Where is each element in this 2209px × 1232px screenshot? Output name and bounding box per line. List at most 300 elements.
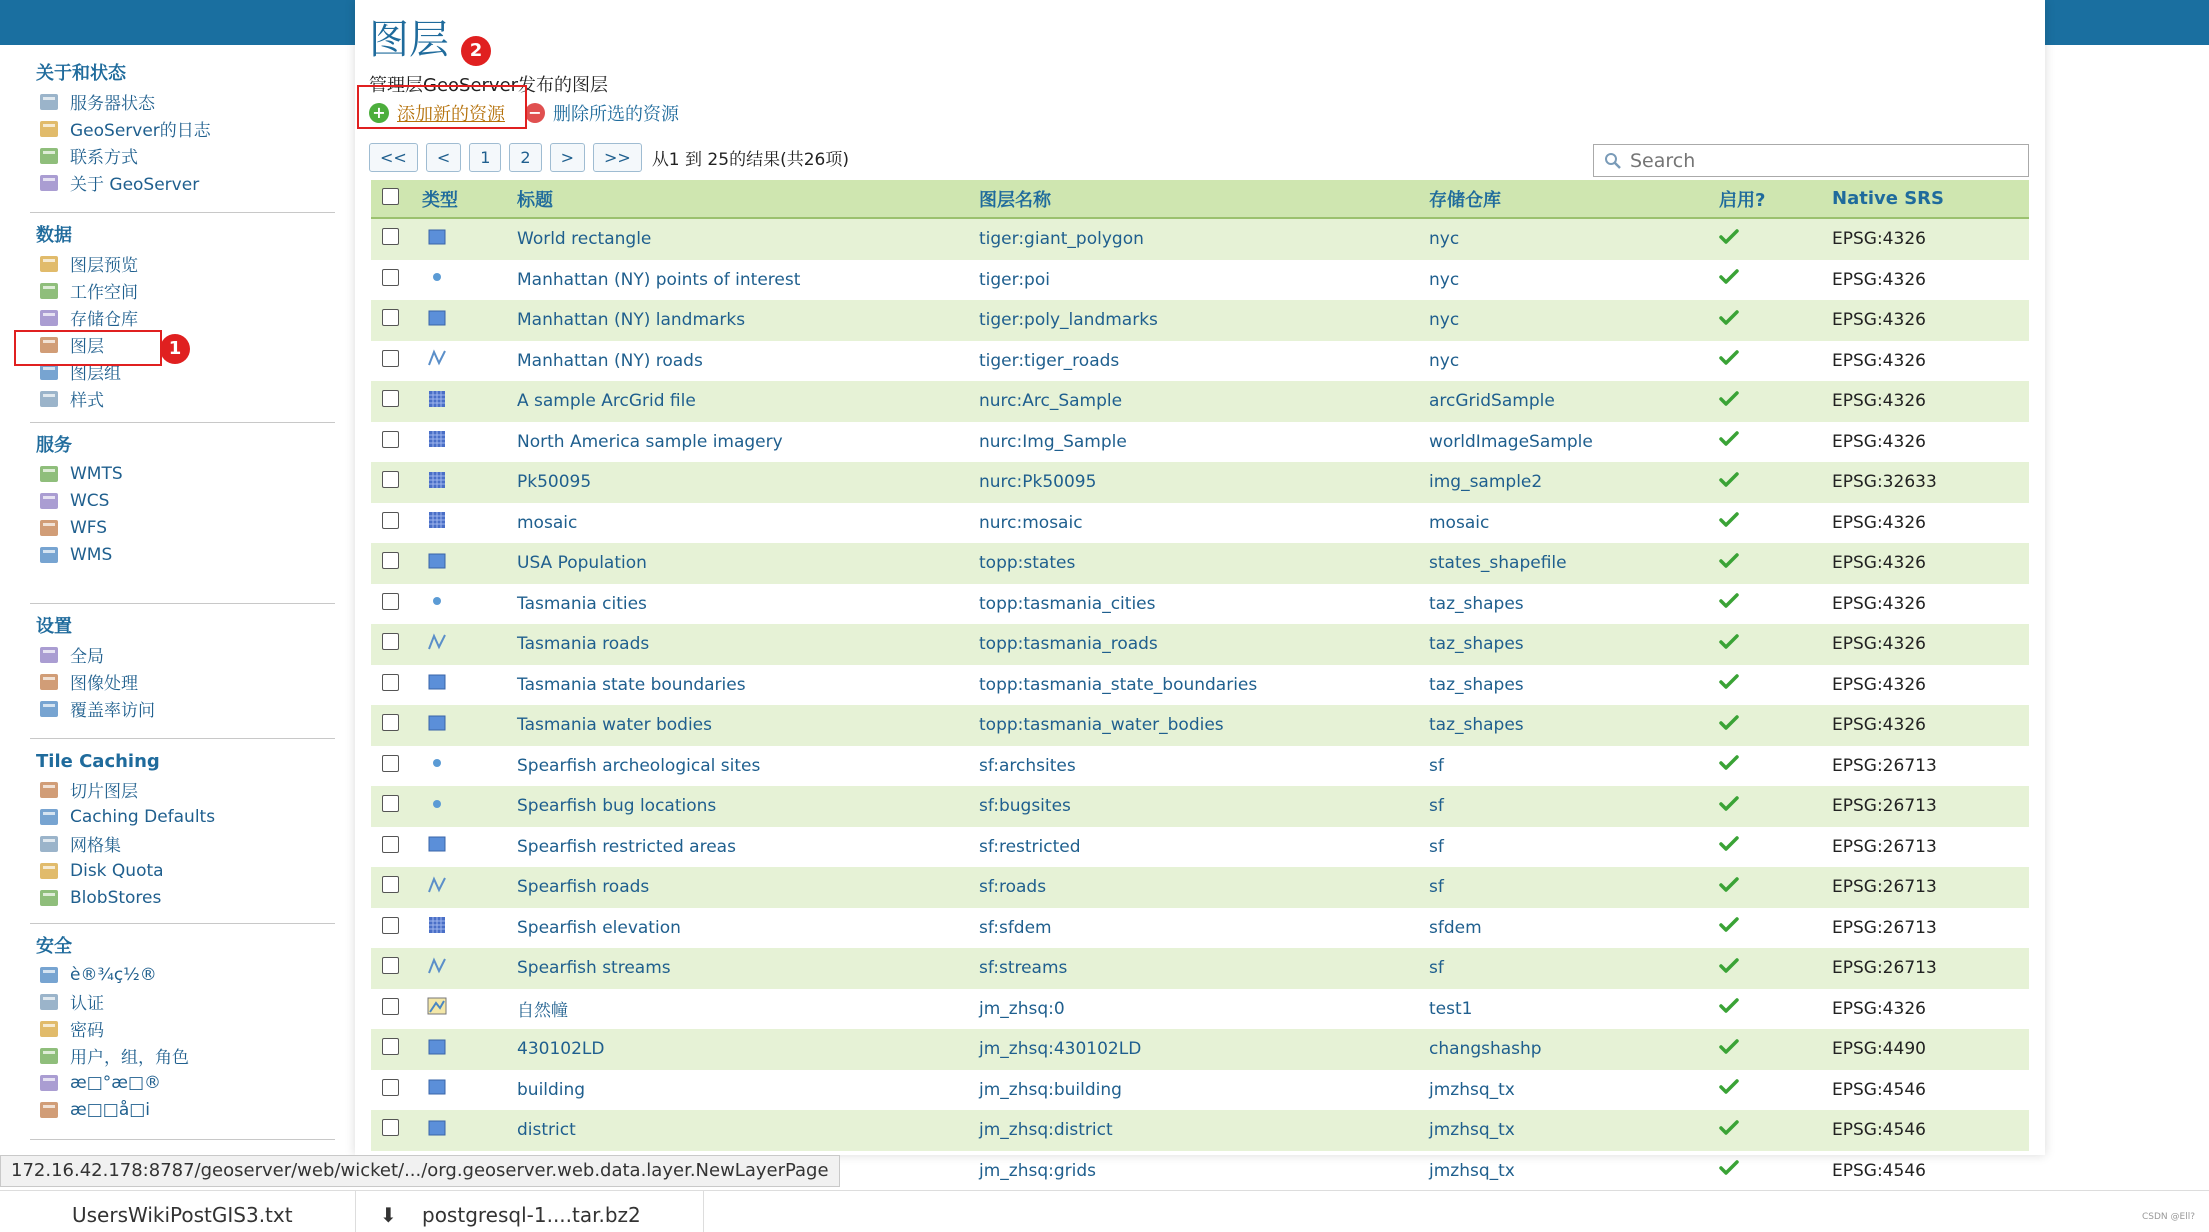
check-icon <box>1719 593 1739 609</box>
sidebar-item[interactable] <box>30 541 335 568</box>
security-settings-icon <box>38 965 60 985</box>
table-row <box>371 300 2029 341</box>
check-icon <box>1719 836 1739 852</box>
sidebar-item-label: 网格集 <box>70 836 121 856</box>
sidebar-separator <box>30 212 335 213</box>
sidebar-item-label: 联系方式 <box>70 148 138 168</box>
row-checkbox[interactable] <box>382 876 399 893</box>
row-store-link[interactable]: mosaic <box>1429 512 1490 533</box>
check-icon <box>1719 917 1739 933</box>
check-icon <box>1719 1039 1739 1055</box>
row-select-cell <box>371 471 422 493</box>
row-layer-name-link[interactable]: jm_zhsq:building <box>979 1079 1122 1100</box>
next-page-button[interactable]: > <box>550 143 585 172</box>
row-srs: EPSG:4326 <box>1832 431 1926 452</box>
sidebar-item[interactable] <box>30 169 335 196</box>
row-enabled-cell <box>1709 1120 1832 1141</box>
row-checkbox[interactable] <box>382 917 399 934</box>
row-srs: EPSG:4326 <box>1832 634 1926 655</box>
sidebar-item[interactable] <box>30 277 335 304</box>
row-checkbox[interactable] <box>382 1038 399 1055</box>
sidebar-section <box>30 933 335 1123</box>
row-store-link[interactable]: nyc <box>1429 310 1460 331</box>
row-checkbox[interactable] <box>382 795 399 812</box>
row-layer-name-link[interactable]: jm_zhsq:0 <box>979 998 1065 1019</box>
polygon-type-icon <box>427 835 447 853</box>
row-srs: EPSG:26713 <box>1832 917 1937 938</box>
row-title-link[interactable]: USA Population <box>517 553 647 574</box>
row-title-link[interactable]: Pk50095 <box>517 472 592 493</box>
row-layer-name-link[interactable]: topp:tasmania_roads <box>979 634 1158 655</box>
workspace-icon <box>38 281 60 301</box>
sidebar-item-label: 密码 <box>70 1021 104 1041</box>
table-row <box>371 381 2029 422</box>
row-type-cell <box>422 876 517 899</box>
row-srs: EPSG:4546 <box>1832 1079 1926 1100</box>
sidebar-item-label: 服务器状态 <box>70 94 155 114</box>
row-enabled-cell <box>1709 796 1832 817</box>
sidebar-item[interactable] <box>30 250 335 277</box>
row-select-cell <box>371 714 422 736</box>
check-icon <box>1719 229 1739 245</box>
sidebar-item[interactable] <box>30 857 335 884</box>
polygon-type-icon <box>427 228 447 246</box>
row-checkbox[interactable] <box>382 552 399 569</box>
layers-table <box>371 180 2029 1191</box>
row-store-link[interactable]: sf <box>1429 877 1444 898</box>
wcs-icon <box>38 491 60 511</box>
row-srs: EPSG:26713 <box>1832 958 1937 979</box>
remove-resource-label[interactable]: 删除所选的资源 <box>553 104 679 125</box>
row-store-link[interactable]: sfdem <box>1429 917 1482 938</box>
page-2-button[interactable]: 2 <box>509 143 541 172</box>
disk-quota-icon <box>38 861 60 881</box>
row-enabled-cell <box>1709 229 1832 250</box>
header-name[interactable]: 图层名称 <box>979 189 1051 211</box>
polygon-type-icon <box>427 1078 447 1096</box>
row-title-link[interactable]: mosaic <box>517 512 578 533</box>
row-select-cell <box>371 957 422 979</box>
sidebar-item[interactable] <box>30 988 335 1015</box>
row-type-cell <box>422 1119 517 1142</box>
row-enabled-cell <box>1709 310 1832 331</box>
row-title-link[interactable]: 430102LD <box>517 1039 605 1060</box>
row-type-cell <box>422 228 517 251</box>
table-row <box>371 867 2029 908</box>
row-checkbox[interactable] <box>382 998 399 1015</box>
row-layer-name-link[interactable]: sf:sfdem <box>979 917 1052 938</box>
row-store-link[interactable]: taz_shapes <box>1429 634 1524 655</box>
sidebar-item-label: 用户，组，角色 <box>70 1048 189 1068</box>
row-title-link[interactable]: A sample ArcGrid file <box>517 391 696 412</box>
downloads-divider <box>703 1191 704 1232</box>
row-type-cell <box>422 997 517 1020</box>
page-title: 图层 <box>369 17 449 63</box>
prev-page-button[interactable]: < <box>426 143 461 172</box>
downloads-divider <box>355 1191 356 1232</box>
row-layer-name-link[interactable]: nurc:mosaic <box>979 512 1083 533</box>
row-layer-name-link[interactable]: topp:tasmania_cities <box>979 593 1156 614</box>
row-enabled-cell <box>1709 593 1832 614</box>
line-type-icon <box>427 957 447 975</box>
image-type-icon <box>427 997 447 1015</box>
row-select-cell <box>371 593 422 615</box>
downloads-bar <box>0 1190 2209 1232</box>
row-title-link[interactable]: Manhattan (NY) landmarks <box>517 310 746 331</box>
row-srs: EPSG:4326 <box>1832 593 1926 614</box>
row-srs: EPSG:4546 <box>1832 1160 1926 1181</box>
table-row <box>371 503 2029 544</box>
row-store-link[interactable]: taz_shapes <box>1429 593 1524 614</box>
sidebar-item[interactable] <box>30 668 335 695</box>
sidebar-item-label: 工作空间 <box>70 283 138 303</box>
row-store-link[interactable]: sf <box>1429 755 1444 776</box>
search-box[interactable] <box>1593 144 2029 177</box>
row-select-cell <box>371 1079 422 1101</box>
row-title-link[interactable]: Tasmania water bodies <box>517 715 713 736</box>
sidebar-item[interactable] <box>30 514 335 541</box>
row-title-link[interactable]: World rectangle <box>517 229 652 250</box>
remove-icon: − <box>525 103 545 123</box>
row-checkbox[interactable] <box>382 1079 399 1096</box>
row-checkbox[interactable] <box>382 431 399 448</box>
header-store[interactable]: 存储仓库 <box>1429 189 1501 211</box>
table-row <box>371 827 2029 868</box>
page-1-button[interactable]: 1 <box>469 143 501 172</box>
row-checkbox[interactable] <box>382 390 399 407</box>
row-layer-name-link[interactable]: sf:restricted <box>979 836 1081 857</box>
check-icon <box>1719 553 1739 569</box>
blobstores-icon <box>38 888 60 908</box>
sidebar-section <box>30 222 335 412</box>
sidebar-item-label: Caching Defaults <box>70 806 216 827</box>
header-title[interactable]: 标题 <box>517 189 553 211</box>
row-layer-name-link[interactable]: tiger:poi <box>979 269 1050 290</box>
sidebar-item[interactable] <box>30 695 335 722</box>
row-title-link[interactable]: Spearfish elevation <box>517 917 681 938</box>
row-title-link[interactable]: North America sample imagery <box>517 431 783 452</box>
row-title-link[interactable]: Manhattan (NY) roads <box>517 350 703 371</box>
sidebar-separator <box>30 738 335 739</box>
log-icon <box>38 119 60 139</box>
row-store-link[interactable]: nyc <box>1429 269 1460 290</box>
gridset-icon <box>38 834 60 854</box>
table-row <box>371 665 2029 706</box>
row-checkbox[interactable] <box>382 836 399 853</box>
row-srs: EPSG:4326 <box>1832 674 1926 695</box>
sidebar-item[interactable] <box>30 830 335 857</box>
table-row <box>371 543 2029 584</box>
row-title-link[interactable]: Spearfish roads <box>517 877 650 898</box>
row-store-link[interactable]: sf <box>1429 836 1444 857</box>
row-store-link[interactable]: states_shapefile <box>1429 553 1567 574</box>
polygon-type-icon <box>427 714 447 732</box>
row-store-link[interactable]: jmzhsq_tx <box>1429 1079 1515 1100</box>
check-icon <box>1719 998 1739 1014</box>
row-title-link[interactable]: Manhattan (NY) points of interest <box>517 269 801 290</box>
global-icon <box>38 645 60 665</box>
last-page-button[interactable]: >> <box>593 143 642 172</box>
table-row <box>371 1110 2029 1151</box>
sidebar-section <box>30 613 335 722</box>
row-select-cell <box>371 350 422 372</box>
table-row <box>371 462 2029 503</box>
polygon-type-icon <box>427 1119 447 1137</box>
row-layer-name-link[interactable]: tiger:poly_landmarks <box>979 310 1158 331</box>
search-icon <box>1604 152 1622 170</box>
row-srs: EPSG:32633 <box>1832 472 1937 493</box>
pagination <box>369 143 849 172</box>
sidebar-section <box>30 748 335 911</box>
row-enabled-cell <box>1709 1079 1832 1100</box>
row-enabled-cell <box>1709 391 1832 412</box>
row-checkbox[interactable] <box>382 269 399 286</box>
header-srs[interactable]: Native SRS <box>1832 188 1944 209</box>
header-enabled[interactable]: 启用? <box>1719 189 1766 211</box>
row-store-link[interactable]: jmzhsq_tx <box>1429 1160 1515 1181</box>
sidebar-item[interactable] <box>30 487 335 514</box>
sidebar-item[interactable] <box>30 1096 335 1123</box>
row-layer-name-link[interactable]: sf:archsites <box>979 755 1076 776</box>
row-title-link[interactable]: Tasmania state boundaries <box>517 674 746 695</box>
add-icon: + <box>369 103 389 123</box>
sidebar-item[interactable] <box>30 776 335 803</box>
row-checkbox[interactable] <box>382 1119 399 1136</box>
row-store-link[interactable]: worldImageSample <box>1429 431 1593 452</box>
sidebar-item[interactable] <box>30 88 335 115</box>
row-checkbox[interactable] <box>382 309 399 326</box>
sidebar-item[interactable] <box>30 884 335 911</box>
table-row <box>371 746 2029 787</box>
coverage-access-icon <box>38 699 60 719</box>
row-title-link[interactable]: Tasmania cities <box>517 593 647 614</box>
table-header <box>371 180 2029 219</box>
row-checkbox[interactable] <box>382 471 399 488</box>
service-security-icon <box>38 1100 60 1120</box>
check-icon <box>1719 1160 1739 1176</box>
server-status-icon <box>38 92 60 112</box>
sidebar-item[interactable] <box>30 142 335 169</box>
row-layer-name-link[interactable]: tiger:giant_polygon <box>979 229 1144 250</box>
store-icon <box>38 308 60 328</box>
sidebar-item[interactable] <box>30 803 335 830</box>
row-store-link[interactable]: nyc <box>1429 350 1460 371</box>
header-type[interactable]: 类型 <box>422 189 458 211</box>
row-enabled-cell <box>1709 1039 1832 1060</box>
annotation-badge-1: 1 <box>160 334 190 364</box>
check-icon <box>1719 715 1739 731</box>
row-checkbox[interactable] <box>382 755 399 772</box>
table-body <box>371 219 2029 1191</box>
row-title-link[interactable]: 自然幢 <box>517 1001 568 1022</box>
row-enabled-cell <box>1709 553 1832 574</box>
row-enabled-cell <box>1709 917 1832 938</box>
row-layer-name-link[interactable]: sf:streams <box>979 958 1068 979</box>
row-layer-name-link[interactable]: jm_zhsq:grids <box>979 1160 1097 1181</box>
check-icon <box>1719 472 1739 488</box>
row-type-cell <box>422 714 517 737</box>
row-checkbox[interactable] <box>382 228 399 245</box>
row-title-link[interactable]: Spearfish archeological sites <box>517 755 761 776</box>
row-layer-name-link[interactable]: jm_zhsq:district <box>979 1120 1113 1141</box>
download-item-1[interactable]: UsersWikiPostGIS3.txt <box>72 1203 293 1227</box>
row-store-link[interactable]: nyc <box>1429 229 1460 250</box>
pagination-info: 从1 到 25的结果(共26项) <box>651 150 849 170</box>
sidebar-item-label: 关于 GeoServer <box>70 175 200 195</box>
row-srs: EPSG:4326 <box>1832 715 1926 736</box>
row-select-cell <box>371 1119 422 1141</box>
search-input[interactable] <box>1630 150 2010 172</box>
row-store-link[interactable]: jmzhsq_tx <box>1429 1120 1515 1141</box>
row-select-cell <box>371 552 422 574</box>
row-layer-name-link[interactable]: sf:bugsites <box>979 796 1071 817</box>
row-store-link[interactable]: taz_shapes <box>1429 674 1524 695</box>
row-layer-name-link[interactable]: topp:tasmania_state_boundaries <box>979 674 1258 695</box>
row-enabled-cell <box>1709 1160 1832 1181</box>
check-icon <box>1719 958 1739 974</box>
row-checkbox[interactable] <box>382 512 399 529</box>
row-enabled-cell <box>1709 634 1832 655</box>
sidebar-item[interactable] <box>30 1042 335 1069</box>
remove-resource-button[interactable] <box>525 100 679 126</box>
point-type-icon <box>427 268 447 286</box>
row-srs: EPSG:4326 <box>1832 350 1926 371</box>
row-select-cell <box>371 633 422 655</box>
sidebar-item-label: Disk Quota <box>70 860 164 881</box>
row-checkbox[interactable] <box>382 957 399 974</box>
contact-icon <box>38 146 60 166</box>
sidebar-item-label: 认证 <box>70 994 104 1014</box>
sidebar-separator <box>30 603 335 604</box>
row-type-cell <box>422 916 517 939</box>
annotation-box-add <box>357 85 527 129</box>
row-layer-name-link[interactable]: nurc:Img_Sample <box>979 431 1127 452</box>
select-all-cell <box>371 188 422 209</box>
sidebar-item[interactable] <box>30 1069 335 1096</box>
row-store-link[interactable]: arcGridSample <box>1429 391 1555 412</box>
table-row <box>371 786 2029 827</box>
annotation-box-layers <box>14 330 162 366</box>
raster-type-icon <box>427 430 447 448</box>
row-type-cell <box>422 471 517 494</box>
row-store-link[interactable]: sf <box>1429 958 1444 979</box>
check-icon <box>1719 269 1739 285</box>
row-type-cell <box>422 268 517 291</box>
row-enabled-cell <box>1709 269 1832 290</box>
row-select-cell <box>371 755 422 777</box>
row-select-cell <box>371 309 422 331</box>
row-layer-name-link[interactable]: tiger:tiger_roads <box>979 350 1120 371</box>
point-type-icon <box>427 754 447 772</box>
sidebar-item[interactable] <box>30 115 335 142</box>
row-type-cell <box>422 592 517 615</box>
row-checkbox[interactable] <box>382 593 399 610</box>
add-resource-label[interactable]: 添加新的资源 <box>397 104 505 125</box>
sidebar-separator <box>30 1139 335 1140</box>
row-select-cell <box>371 795 422 817</box>
row-layer-name-link[interactable]: jm_zhsq:430102LD <box>979 1039 1142 1060</box>
users-icon <box>38 1046 60 1066</box>
row-srs: EPSG:4326 <box>1832 269 1926 290</box>
check-icon <box>1719 755 1739 771</box>
row-layer-name-link[interactable]: topp:states <box>979 553 1076 574</box>
page-description: 管理层GeoServer发布的图层 <box>369 75 609 96</box>
wms-icon <box>38 545 60 565</box>
row-type-cell <box>422 1078 517 1101</box>
row-title-link[interactable]: building <box>517 1079 586 1100</box>
sidebar-item[interactable] <box>30 460 335 487</box>
sidebar-item[interactable] <box>30 385 335 412</box>
row-select-cell <box>371 917 422 939</box>
row-checkbox[interactable] <box>382 633 399 650</box>
row-title-link[interactable]: Spearfish bug locations <box>517 796 717 817</box>
sidebar-item-label: 图像处理 <box>70 674 138 694</box>
row-srs: EPSG:26713 <box>1832 836 1937 857</box>
row-store-link[interactable]: test1 <box>1429 998 1473 1019</box>
annotation-badge-2: 2 <box>461 36 491 66</box>
sidebar-section-title: 数据 <box>36 225 72 246</box>
row-store-link[interactable]: sf <box>1429 796 1444 817</box>
row-layer-name-link[interactable]: nurc:Arc_Sample <box>979 391 1123 412</box>
table-row <box>371 341 2029 382</box>
sidebar-item[interactable] <box>30 304 335 331</box>
data-security-icon <box>38 1073 60 1093</box>
auth-icon <box>38 992 60 1012</box>
check-icon <box>1719 310 1739 326</box>
raster-type-icon <box>427 511 447 529</box>
image-processing-icon <box>38 672 60 692</box>
sidebar-item[interactable] <box>30 961 335 988</box>
row-title-link[interactable]: Spearfish restricted areas <box>517 836 736 857</box>
row-store-link[interactable]: taz_shapes <box>1429 715 1524 736</box>
first-page-button[interactable]: << <box>369 143 418 172</box>
row-store-link[interactable]: img_sample2 <box>1429 472 1543 493</box>
row-checkbox[interactable] <box>382 714 399 731</box>
row-title-link[interactable]: Tasmania roads <box>517 634 650 655</box>
row-srs: EPSG:4326 <box>1832 229 1926 250</box>
row-store-link[interactable]: changshashp <box>1429 1039 1542 1060</box>
row-enabled-cell <box>1709 431 1832 452</box>
select-all-checkbox[interactable] <box>382 188 399 205</box>
check-icon <box>1719 877 1739 893</box>
row-checkbox[interactable] <box>382 350 399 367</box>
row-select-cell <box>371 1038 422 1060</box>
row-type-cell <box>422 1038 517 1061</box>
row-type-cell <box>422 309 517 332</box>
row-srs: EPSG:26713 <box>1832 755 1937 776</box>
table-row <box>371 1070 2029 1111</box>
sidebar-item-label: WMTS <box>70 463 123 484</box>
table-row <box>371 624 2029 665</box>
row-layer-name-link[interactable]: sf:roads <box>979 877 1047 898</box>
row-layer-name-link[interactable]: nurc:Pk50095 <box>979 472 1097 493</box>
sidebar-item-label: 图层预览 <box>70 256 138 276</box>
table-row <box>371 948 2029 989</box>
row-select-cell <box>371 390 422 412</box>
row-checkbox[interactable] <box>382 674 399 691</box>
sidebar-item[interactable] <box>30 1015 335 1042</box>
row-title-link[interactable]: district <box>517 1120 576 1141</box>
sidebar-item-label: 图层组 <box>70 364 121 384</box>
row-enabled-cell <box>1709 512 1832 533</box>
row-layer-name-link[interactable]: topp:tasmania_water_bodies <box>979 715 1224 736</box>
tile-layers-icon <box>38 780 60 800</box>
row-srs: EPSG:4326 <box>1832 512 1926 533</box>
row-title-link[interactable]: Spearfish streams <box>517 958 671 979</box>
sidebar-item[interactable] <box>30 641 335 668</box>
download-item-2[interactable]: postgresql-1....tar.bz2 <box>422 1203 641 1227</box>
sidebar-separator <box>30 923 335 924</box>
